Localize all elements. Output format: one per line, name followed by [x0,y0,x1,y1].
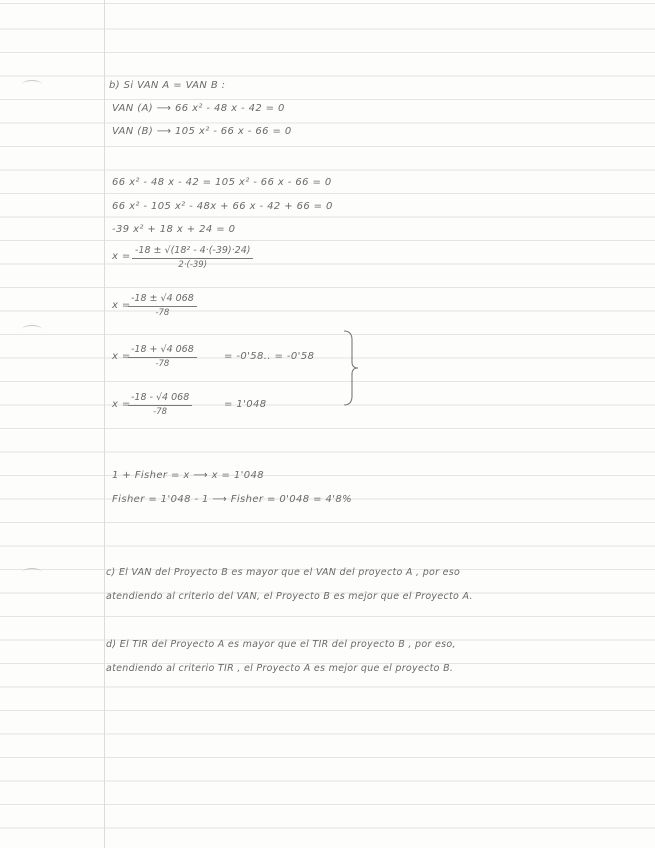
part-b-heading: b) Si VAN A = VAN B : [109,80,226,91]
sqrt-numerator: -18 ± √4 068 [128,293,197,307]
root2-denominator: -78 [153,407,168,417]
part-c-line-2: atendiendo al criterio del VAN, el Proyecto B es mejor que el Proyecto A. [106,591,473,602]
quadratic-numerator: -18 ± √(18² - 4·(-39)·24) [132,245,253,259]
van-b-equation: VAN (B) ⟶ 105 x² - 66 x - 66 = 0 [112,126,292,137]
van-a-equation: VAN (A) ⟶ 66 x² - 48 x - 42 = 0 [112,103,285,114]
root2-fraction [128,392,192,417]
root2-result: = 1'048 [224,399,267,410]
quadratic-formula [132,245,253,270]
root1-prefix: x = [112,351,131,362]
punch-hole [22,568,42,577]
root2-numerator: -18 - √4 068 [128,392,192,406]
sqrt-prefix: x = [112,300,131,311]
punch-hole [22,325,42,334]
margin-line [104,0,105,848]
sqrt-denominator: -78 [155,308,170,318]
grouped-equation: 66 x² - 105 x² - 48x + 66 x - 42 + 66 = 0 [112,201,333,212]
quadratic-denominator: 2·(-39) [178,260,208,270]
root1-result: = -0'58.. = -0'58 [224,351,315,362]
quadratic-prefix: x = [112,251,131,262]
root1-fraction [128,344,197,369]
punch-hole [22,80,42,89]
part-d-line-1: d) El TIR del Proyecto A es mayor que el TIR del proyecto B , por eso, [106,639,456,650]
fisher-line-2: Fisher = 1'048 - 1 ⟶ Fisher = 0'048 = 4'8% [112,494,353,505]
root1-numerator: -18 + √4 068 [128,344,197,358]
equality-equation: 66 x² - 48 x - 42 = 105 x² - 66 x - 66 = 0 [112,177,332,188]
curly-brace [342,330,360,406]
root1-denominator: -78 [155,359,170,369]
fisher-line-1: 1 + Fisher = x ⟶ x = 1'048 [112,470,265,481]
part-d-line-2: atendiendo al criterio TIR , el Proyecto A es mejor que el proyecto B. [106,663,454,674]
simplified-equation: -39 x² + 18 x + 24 = 0 [112,224,236,235]
sqrt-fraction [128,293,197,318]
root2-prefix: x = [112,399,131,410]
part-c-line-1: c) El VAN del Proyecto B es mayor que el VAN del proyecto A , por eso [106,567,461,578]
